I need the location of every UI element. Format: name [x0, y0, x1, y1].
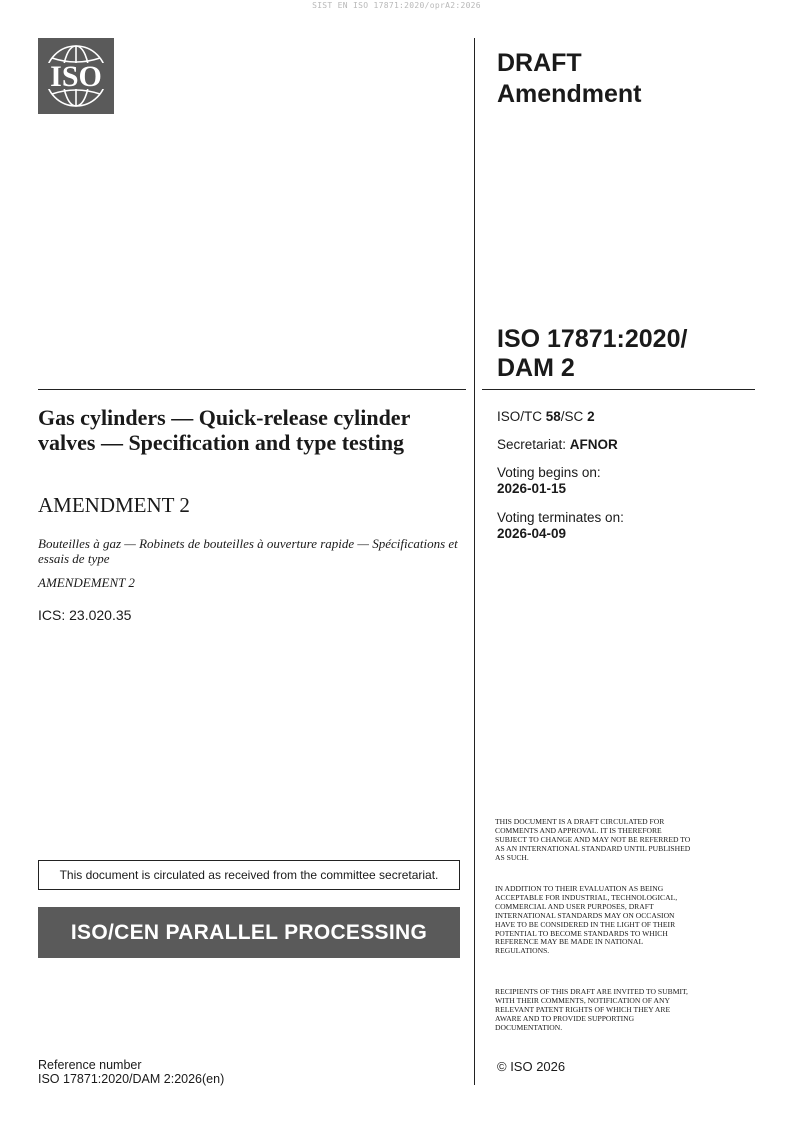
- horizontal-divider-left: [38, 389, 466, 390]
- standard-number-line2: DAM 2: [497, 354, 575, 382]
- voting-begins-date: 2026-01-15: [497, 481, 567, 496]
- iso-logo: [38, 38, 114, 114]
- horizontal-divider-right: [482, 389, 755, 390]
- technical-committee: ISO/TC 58/SC 2: [497, 409, 595, 424]
- reference-number-label: Reference number: [38, 1058, 142, 1072]
- secretariat: Secretariat: AFNOR: [497, 437, 618, 452]
- watermark: SIST EN ISO 17871:2020/oprA2:2026: [312, 1, 481, 10]
- standard-number: [497, 325, 687, 383]
- voting-begins-label: Voting begins on:: [497, 465, 601, 480]
- iso-logo-text: ISO: [50, 60, 102, 93]
- french-amendment-label: AMENDEMENT 2: [38, 575, 135, 590]
- circulation-notice: This document is circulated as received from the committee secretariat.: [38, 860, 460, 890]
- copyright: © ISO 2026: [497, 1059, 566, 1074]
- voting-terminates-date: 2026-04-09: [497, 526, 567, 541]
- disclaimer-paragraph-1: THIS DOCUMENT IS A DRAFT CIRCULATED FOR COMMENTS AND APPROVAL. IT IS THEREFORE SUBJECT TO CHANGE AND MAY NOT BE REFERRED TO AS AN INTERNATIONAL STANDARD UNTIL PUBLISHED AS SUCH.: [495, 817, 691, 862]
- vertical-divider: [474, 38, 475, 1085]
- standard-number-line1: ISO 17871:2020/: [497, 325, 688, 353]
- voting-begins: [497, 465, 601, 497]
- voting-terminates-label: Voting terminates on:: [497, 510, 624, 525]
- english-title: Gas cylinders — Quick-release cylinder valves — Specification and type testing: [38, 405, 410, 455]
- reference-number-value: ISO 17871:2020/DAM 2:2026(en): [38, 1072, 225, 1086]
- french-title: Bouteilles à gaz — Robinets de bouteilles à ouverture rapide — Spécifications et essais de type: [38, 536, 458, 566]
- iso-globe-icon: [38, 38, 114, 114]
- ics-code: ICS: 23.020.35: [38, 607, 132, 623]
- disclaimer-paragraph-2: IN ADDITION TO THEIR EVALUATION AS BEING ACCEPTABLE FOR INDUSTRIAL, TECHNOLOGICAL, COMMERCIAL AND USER PURPOSES, DRAFT INTERNATIONAL STANDARDS MAY ON OCCASION HAVE TO BE CONSIDERED IN THE LIGHT OF THEIR POTENTIAL TO BECOME STANDARDS TO WHICH REFERENCE MAY BE MADE IN NATIONAL REGULATIONS.: [495, 884, 678, 956]
- disclaimer-paragraph-3: RECIPIENTS OF THIS DRAFT ARE INVITED TO SUBMIT, WITH THEIR COMMENTS, NOTIFICATION OF ANY RELEVANT PATENT RIGHTS OF WHICH THEY ARE AWARE AND TO PROVIDE SUPPORTING DOCUMENTATION.: [495, 987, 688, 1032]
- voting-terminates: [497, 510, 624, 542]
- english-amendment-label: AMENDMENT 2: [38, 493, 190, 517]
- parallel-processing-banner: ISO/CEN PARALLEL PROCESSING: [38, 907, 460, 958]
- document-type: [497, 48, 641, 110]
- document-type-line1: DRAFT: [497, 49, 582, 77]
- document-type-line2: Amendment: [497, 80, 642, 108]
